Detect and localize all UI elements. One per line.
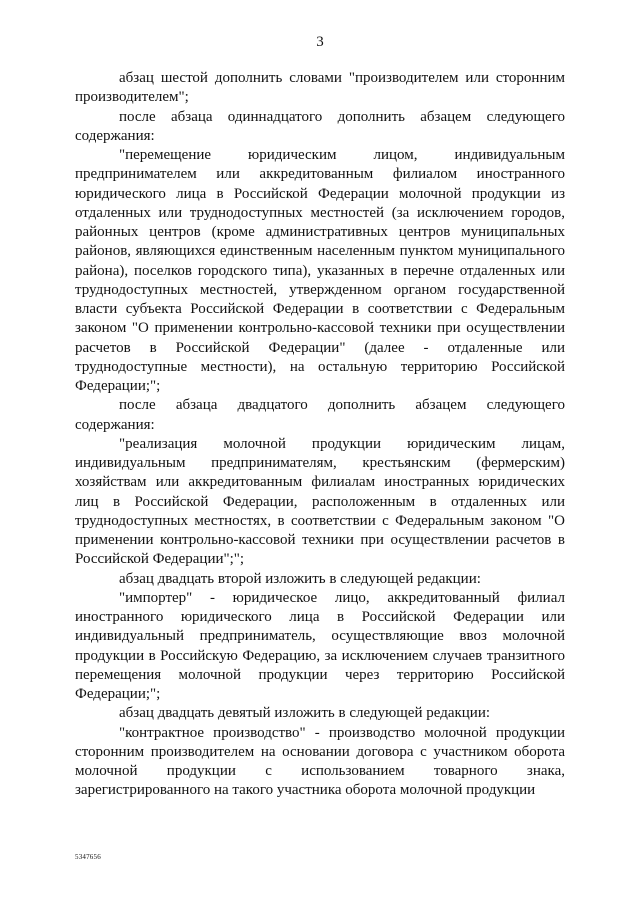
- paragraph-7: "импортер" - юридическое лицо, аккредитованный филиал иностранного юридического лица в Российской Федерации или индивидуальный предприниматель, осуществляющие ввоз молочной продукции в Российскую Федерацию, за исключением случаев транзитного перемещения молочной продукции через территорию Российской Федерации;";: [75, 589, 565, 702]
- paragraph-6: абзац двадцать второй изложить в следующей редакции:: [119, 570, 481, 587]
- document-body: [75, 69, 565, 801]
- paragraph-3: "перемещение юридическим лицом, индивидуальным предпринимателем или аккредитованным филиалом иностранного юридического лица в Российской Федерации молочной продукции из отдаленных или труднодоступных местностей (за исключением городов, районных центров (кроме административных центров муниципальных районов, являющихся единственным населенным пунктом муниципального района), поселков городского типа), указанных в перечне отдаленных или труднодоступных местностей, утвержденном органом государственной власти субъекта Российской Федерации в соответствии с Федеральным законом "О применении контрольно-кассовой техники при осуществлении расчетов в Российской Федерации" (далее - отдаленные или труднодоступные местности), на остальную территорию Российской Федерации;";: [75, 147, 565, 394]
- paragraph-4: после абзаца двадцатого дополнить абзацем следующего содержания:: [75, 397, 565, 433]
- paragraph-2: после абзаца одиннадцатого дополнить абзацем следующего содержания:: [75, 108, 565, 144]
- page-number: 3: [316, 34, 324, 50]
- document-code: 5347656: [75, 853, 101, 861]
- paragraph-1: абзац шестой дополнить словами "производителем или сторонним производителем";: [75, 70, 565, 106]
- paragraph-9: "контрактное производство" - производство молочной продукции сторонним производителем на основании договора с участником оборота молочной продукции с использованием товарного знака, зарегистрированного на такого участника оборота молочной продукции: [75, 724, 565, 799]
- paragraph-5: "реализация молочной продукции юридическим лицам, индивидуальным предпринимателям, крестьянским (фермерским) хозяйствам или аккредитованным филиалам иностранных юридических лиц в Российской Федерации, расположенным в отдаленных или труднодоступных местностях, в соответствии с Федеральным законом "О применении контрольно-кассовой техники при осуществлении расчетов в Российской Федерации";";: [75, 435, 565, 568]
- paragraph-8: абзац двадцать девятый изложить в следующей редакции:: [119, 705, 491, 722]
